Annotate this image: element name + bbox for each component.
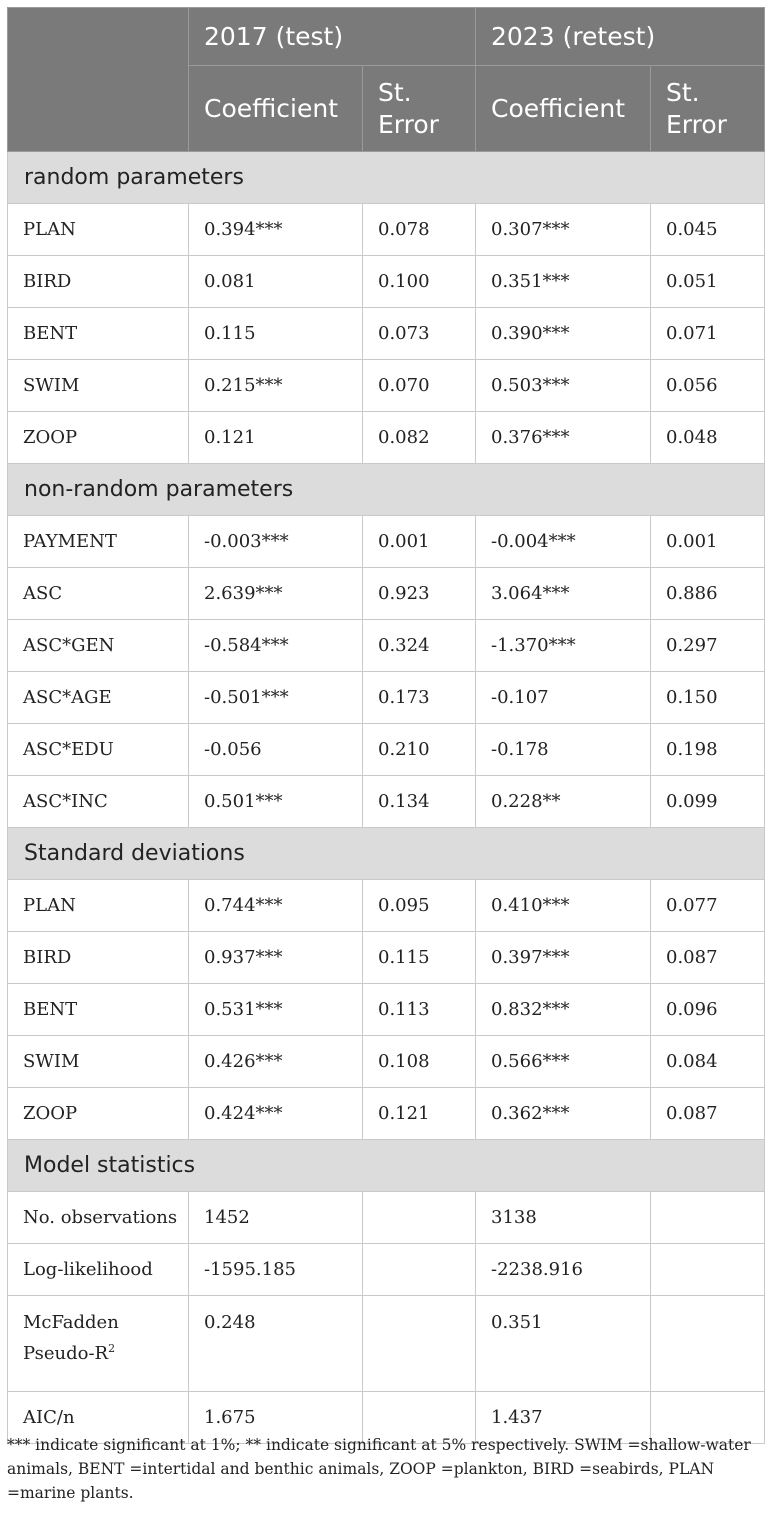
param-name: ASC*INC [8, 776, 189, 828]
mcfadden-line1: McFadden [23, 1312, 119, 1333]
header-coefficient-test: Coefficient [189, 66, 363, 152]
coef-test: 0.937*** [189, 932, 363, 984]
se-retest: 0.056 [651, 360, 765, 412]
se-test: 0.115 [363, 932, 476, 984]
se-test: 0.100 [363, 256, 476, 308]
section-row-nonrandom [8, 464, 765, 516]
header-year-row [8, 8, 765, 66]
se-test: 0.070 [363, 360, 476, 412]
table-row [8, 1088, 765, 1140]
header-coefficient-retest: Coefficient [476, 66, 651, 152]
coef-test: 2.639*** [189, 568, 363, 620]
table-row [8, 932, 765, 984]
table-footnote: *** indicate significant at 1%; ** indicate significant at 5% respectively. SWIM =shallow-water animals, BENT =intertidal and benthic animals, ZOOP =plankton, BIRD =seabirds, PLAN =marine plants. [7, 1436, 751, 1502]
section-row-stddev [8, 828, 765, 880]
stat-name: No. observations [8, 1192, 189, 1244]
section-row-model [8, 1140, 765, 1192]
stat-se-retest [651, 1244, 765, 1296]
param-name: ZOOP [8, 412, 189, 464]
coef-retest: 0.832*** [476, 984, 651, 1036]
coef-retest: -0.178 [476, 724, 651, 776]
coef-retest: -1.370*** [476, 620, 651, 672]
se-test: 0.073 [363, 308, 476, 360]
table-row [8, 308, 765, 360]
param-name: ZOOP [8, 1088, 189, 1140]
stat-test: 1452 [189, 1192, 363, 1244]
coef-test: -0.056 [189, 724, 363, 776]
se-test: 0.078 [363, 204, 476, 256]
section-title-stddev: Standard deviations [8, 828, 765, 880]
stat-se-retest [651, 1192, 765, 1244]
coef-test: -0.501*** [189, 672, 363, 724]
stat-name-mcfadden [8, 1296, 189, 1392]
coef-test: 0.426*** [189, 1036, 363, 1088]
se-test: 0.923 [363, 568, 476, 620]
se-test: 0.082 [363, 412, 476, 464]
coef-test: 0.081 [189, 256, 363, 308]
coef-retest: -0.107 [476, 672, 651, 724]
param-name: BENT [8, 984, 189, 1036]
section-title-model: Model statistics [8, 1140, 765, 1192]
se-retest: 0.084 [651, 1036, 765, 1088]
table-row [8, 516, 765, 568]
table-row [8, 776, 765, 828]
se-retest: 0.001 [651, 516, 765, 568]
se-retest: 0.077 [651, 880, 765, 932]
table-row [8, 360, 765, 412]
section-title-random: random parameters [8, 152, 765, 204]
stat-se-test [363, 1296, 476, 1392]
table-row [8, 1244, 765, 1296]
param-name: SWIM [8, 360, 189, 412]
stat-test: -1595.185 [189, 1244, 363, 1296]
coef-test: 0.744*** [189, 880, 363, 932]
coef-test: -0.584*** [189, 620, 363, 672]
table-row-mcfadden [8, 1296, 765, 1392]
coef-retest: -0.004*** [476, 516, 651, 568]
table-row [8, 620, 765, 672]
se-retest: 0.051 [651, 256, 765, 308]
coef-retest: 0.503*** [476, 360, 651, 412]
se-retest: 0.048 [651, 412, 765, 464]
se-test: 0.113 [363, 984, 476, 1036]
se-retest: 0.886 [651, 568, 765, 620]
se-retest: 0.087 [651, 1088, 765, 1140]
se-retest: 0.198 [651, 724, 765, 776]
coef-test: 0.531*** [189, 984, 363, 1036]
param-name: ASC [8, 568, 189, 620]
table-row [8, 880, 765, 932]
param-name: BIRD [8, 932, 189, 984]
param-name: SWIM [8, 1036, 189, 1088]
coef-retest: 0.307*** [476, 204, 651, 256]
coef-retest: 0.376*** [476, 412, 651, 464]
param-name: BENT [8, 308, 189, 360]
se-retest: 0.099 [651, 776, 765, 828]
stat-retest: -2238.916 [476, 1244, 651, 1296]
param-name: ASC*AGE [8, 672, 189, 724]
se-test: 0.095 [363, 880, 476, 932]
se-test: 0.210 [363, 724, 476, 776]
stat-name: AIC/n [8, 1392, 189, 1444]
table-row [8, 568, 765, 620]
se-retest: 0.045 [651, 204, 765, 256]
table-row [8, 984, 765, 1036]
coef-test: 0.424*** [189, 1088, 363, 1140]
mcfadden-superscript: 2 [108, 1342, 116, 1355]
table-row [8, 412, 765, 464]
mcfadden-line2: Pseudo-R [23, 1343, 109, 1364]
table-row [8, 1036, 765, 1088]
param-name: ASC*EDU [8, 724, 189, 776]
se-test: 0.134 [363, 776, 476, 828]
header-corner [8, 8, 189, 152]
coef-retest: 0.410*** [476, 880, 651, 932]
se-retest: 0.150 [651, 672, 765, 724]
table-row [8, 256, 765, 308]
coef-retest: 0.228** [476, 776, 651, 828]
stat-se-retest [651, 1296, 765, 1392]
se-test: 0.324 [363, 620, 476, 672]
se-test: 0.001 [363, 516, 476, 568]
stat-se-test [363, 1244, 476, 1296]
table-row [8, 1192, 765, 1244]
table-row [8, 724, 765, 776]
coef-retest: 0.362*** [476, 1088, 651, 1140]
coef-retest: 3.064*** [476, 568, 651, 620]
se-retest: 0.096 [651, 984, 765, 1036]
se-retest: 0.297 [651, 620, 765, 672]
stat-retest: 3138 [476, 1192, 651, 1244]
coef-test: 0.215*** [189, 360, 363, 412]
coef-retest: 0.390*** [476, 308, 651, 360]
coef-test: 0.115 [189, 308, 363, 360]
stat-se-test [363, 1192, 476, 1244]
coef-test: 0.394*** [189, 204, 363, 256]
coef-test: 0.501*** [189, 776, 363, 828]
section-row-random [8, 152, 765, 204]
coef-test: -0.003*** [189, 516, 363, 568]
table-row [8, 204, 765, 256]
coef-retest: 0.351*** [476, 256, 651, 308]
param-name: PLAN [8, 880, 189, 932]
header-st-error-test: St. Error [363, 66, 476, 152]
stat-test: 0.248 [189, 1296, 363, 1392]
results-table [7, 7, 765, 1444]
se-test: 0.108 [363, 1036, 476, 1088]
param-name: PLAN [8, 204, 189, 256]
coef-test: 0.121 [189, 412, 363, 464]
param-name: PAYMENT [8, 516, 189, 568]
se-test: 0.173 [363, 672, 476, 724]
table-row [8, 672, 765, 724]
param-name: ASC*GEN [8, 620, 189, 672]
se-retest: 0.087 [651, 932, 765, 984]
header-year-retest: 2023 (retest) [476, 8, 765, 66]
stat-retest: 0.351 [476, 1296, 651, 1392]
coef-retest: 0.566*** [476, 1036, 651, 1088]
coef-retest: 0.397*** [476, 932, 651, 984]
stat-name: Log-likelihood [8, 1244, 189, 1296]
se-retest: 0.071 [651, 308, 765, 360]
header-year-test: 2017 (test) [189, 8, 476, 66]
se-test: 0.121 [363, 1088, 476, 1140]
stat-test: 1.675 [189, 1392, 363, 1444]
header-st-error-retest: St. Error [651, 66, 765, 152]
section-title-nonrandom: non-random parameters [8, 464, 765, 516]
param-name: BIRD [8, 256, 189, 308]
stat-retest: 1.437 [476, 1392, 651, 1444]
